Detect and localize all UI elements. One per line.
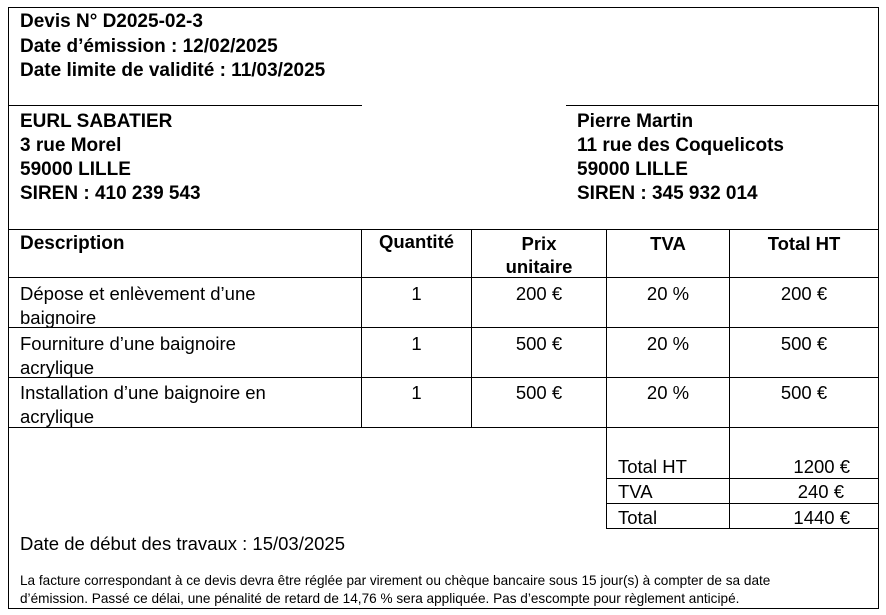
total-ht-value: 1200 € [793,456,850,477]
header-unit-price-2: unitaire [505,256,573,277]
client-name: Pierre Martin [577,111,694,132]
header-quantity: Quantité [378,231,455,252]
row-total: 500 € [780,382,828,403]
total-ht-label: Total HT [618,456,687,477]
row-total: 500 € [780,333,828,354]
row-unit-price: 500 € [515,382,563,403]
row-vat: 20 % [646,283,690,304]
header-description: Description [20,233,125,254]
row-unit-price: 200 € [515,283,563,304]
validity-date: Date limite de validité : 11/03/2025 [20,60,326,81]
client-street: 11 rue des Coquelicots [577,135,784,156]
seller-siren: SIREN : 410 239 543 [20,183,201,204]
row-description-line2: acrylique [20,357,95,378]
header-total-ht: Total HT [767,233,841,254]
header-vat: TVA [650,233,686,254]
issue-date: Date d’émission : 12/02/2025 [20,36,278,57]
row-description-line1: Installation d’une baignoire en [20,382,266,403]
payment-terms-line2: d’émission. Passé ce délai, une pénalité de retard de 14,76 % sera appliquée. Pas d’escompte pour règlement anticipé. [20,591,740,606]
seller-name: EURL SABATIER [20,111,173,132]
row-quantity: 1 [411,333,422,354]
row-quantity: 1 [411,283,422,304]
seller-street: 3 rue Morel [20,135,122,156]
header-unit-price-1: Prix [521,233,557,254]
row-description-line2: acrylique [20,406,95,427]
payment-terms-line1: La facture correspondant à ce devis devra être réglée par virement ou chèque bancaire sous 15 jour(s) à compter de sa date [20,573,771,588]
row-unit-price: 500 € [515,333,563,354]
vat-total-label: TVA [618,481,653,502]
client-siren: SIREN : 345 932 014 [577,183,758,204]
quote-number: Devis N° D2025-02-3 [20,11,203,32]
grand-total-label: Total [618,507,658,528]
seller-city: 59000 LILLE [20,159,131,180]
grand-total-value: 1440 € [793,507,850,528]
row-description-line1: Fourniture d’une baignoire [20,333,236,354]
row-quantity: 1 [411,382,422,403]
work-start-date: Date de début des travaux : 15/03/2025 [20,533,346,554]
row-vat: 20 % [646,382,690,403]
row-description-line2: baignoire [20,307,97,328]
row-total: 200 € [780,283,828,304]
client-city: 59000 LILLE [577,159,688,180]
vat-total-value: 240 € [797,481,844,502]
row-description-line1: Dépose et enlèvement d’une [20,283,256,304]
row-vat: 20 % [646,333,690,354]
